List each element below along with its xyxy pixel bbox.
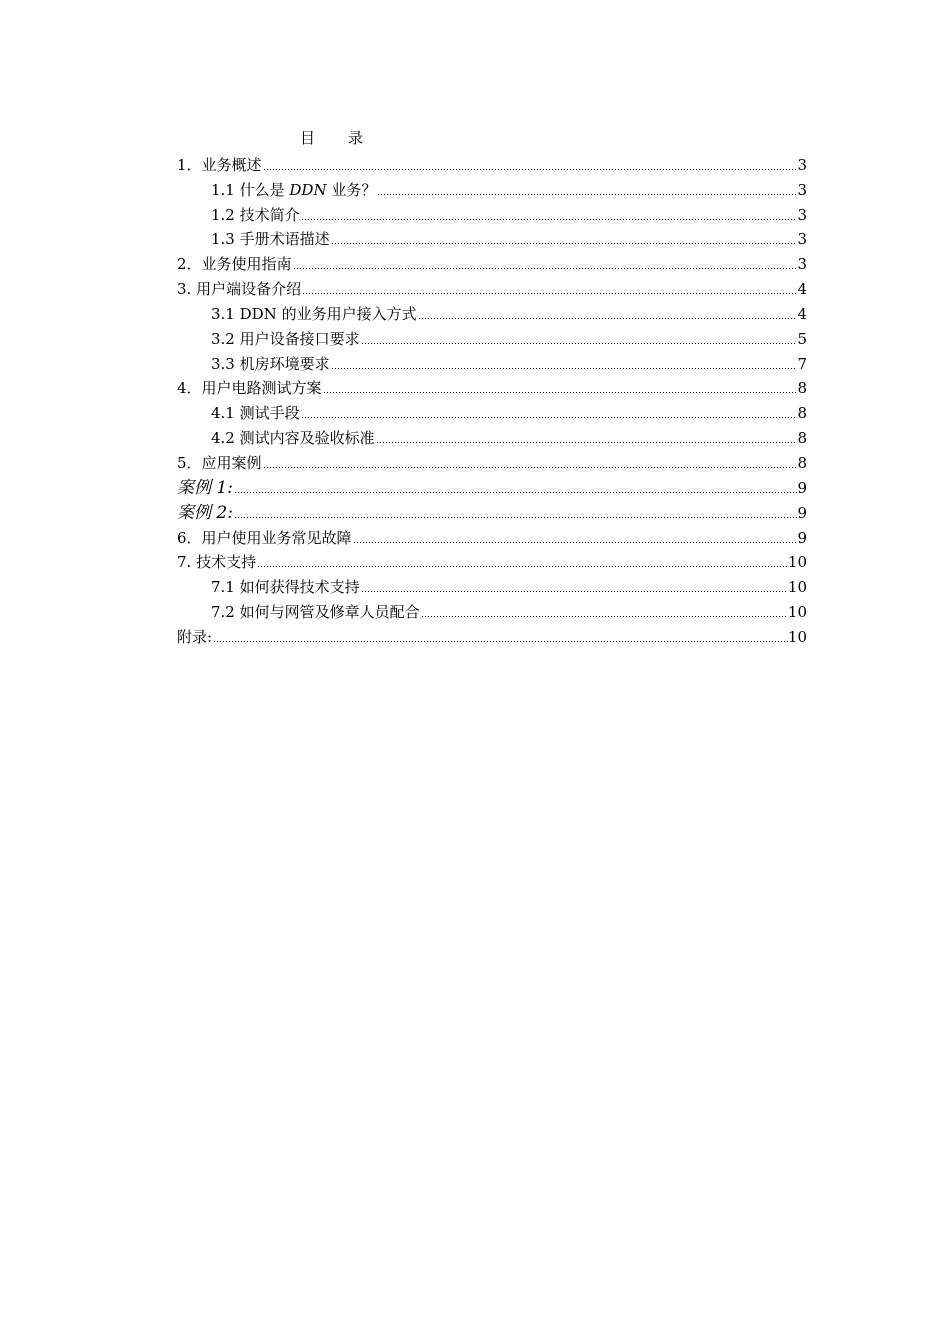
toc-entry-label: 案例 2: xyxy=(177,502,233,523)
toc-entry-case-1[interactable] xyxy=(177,473,807,498)
toc-entry-page: 7 xyxy=(797,354,807,373)
toc-entry-label: 3.3 机房环境要求 xyxy=(211,354,330,373)
dot-leader xyxy=(331,368,798,369)
toc-entry-1-3[interactable] xyxy=(177,225,807,250)
table-of-contents xyxy=(177,150,807,647)
toc-entry-5[interactable] xyxy=(177,448,807,473)
dot-leader xyxy=(323,392,798,393)
toc-entry-page: 3 xyxy=(797,155,807,174)
toc-entry-label: 7.1 如何获得技术支持 xyxy=(211,578,360,597)
dot-leader xyxy=(301,417,798,418)
dot-leader xyxy=(361,591,788,592)
toc-entry-4[interactable] xyxy=(177,374,807,399)
toc-entry-page: 5 xyxy=(797,329,807,348)
toc-entry-page: 3 xyxy=(797,255,807,274)
toc-entry-7[interactable] xyxy=(177,548,807,573)
toc-entry-label: 1.3 手册术语描述 xyxy=(211,230,330,249)
toc-entry-page: 8 xyxy=(797,404,807,423)
dot-leader xyxy=(376,442,798,443)
toc-entry-page: 8 xyxy=(797,453,807,472)
toc-entry-page: 3 xyxy=(797,230,807,249)
toc-entry-label: 3. 用户端设备介绍 xyxy=(177,280,302,299)
toc-entry-1-2[interactable] xyxy=(177,200,807,225)
toc-entry-label: 3.1 DDN 的业务用户接入方式 xyxy=(211,304,417,323)
toc-entry-label: 7. 技术支持 xyxy=(177,553,257,572)
dot-leader xyxy=(293,268,798,269)
toc-entry-3[interactable] xyxy=(177,274,807,299)
dot-leader xyxy=(213,641,788,642)
dot-leader xyxy=(353,542,798,543)
toc-entry-label: 3.2 用户设备接口要求 xyxy=(211,329,360,348)
toc-entry-page: 10 xyxy=(787,553,807,572)
toc-entry-3-1[interactable] xyxy=(177,299,807,324)
dot-leader xyxy=(234,517,798,518)
dot-leader xyxy=(301,219,798,220)
toc-entry-page: 10 xyxy=(787,603,807,622)
toc-entry-page: 8 xyxy=(797,379,807,398)
toc-title xyxy=(300,127,363,148)
dot-leader xyxy=(421,616,788,617)
toc-entry-4-2[interactable] xyxy=(177,423,807,448)
toc-title-part1: 目 xyxy=(300,129,316,147)
toc-entry-page: 10 xyxy=(787,578,807,597)
toc-entry-7-1[interactable] xyxy=(177,572,807,597)
toc-entry-case-2[interactable] xyxy=(177,498,807,523)
dot-leader xyxy=(361,343,798,344)
toc-entry-1-1[interactable] xyxy=(177,175,807,200)
toc-entry-1[interactable] xyxy=(177,150,807,175)
toc-entry-label: 1.1 什么是 DDN 业务？ xyxy=(211,180,377,199)
toc-entry-label: 案例 1: xyxy=(177,477,233,498)
toc-entry-label: 7.2 如何与网管及修章人员配合 xyxy=(211,603,420,622)
toc-entry-appendix[interactable] xyxy=(177,622,807,647)
toc-entry-label: 4.2 测试内容及验收标准 xyxy=(211,429,375,448)
toc-entry-label: 2．业务使用指南 xyxy=(177,255,292,274)
toc-entry-page: 4 xyxy=(797,304,807,323)
dot-leader xyxy=(257,566,788,567)
dot-leader xyxy=(302,293,797,294)
toc-entry-7-2[interactable] xyxy=(177,597,807,622)
toc-entry-6[interactable] xyxy=(177,523,807,548)
toc-entry-page: 3 xyxy=(797,180,807,199)
toc-entry-label: 1．业务概述 xyxy=(177,155,262,174)
toc-entry-page: 9 xyxy=(797,528,807,547)
dot-leader xyxy=(377,194,797,195)
toc-entry-3-3[interactable] xyxy=(177,349,807,374)
dot-leader xyxy=(331,243,798,244)
toc-title-part2: 录 xyxy=(348,129,364,147)
toc-entry-page: 10 xyxy=(787,627,807,646)
toc-entry-label: 4．用户电路测试方案 xyxy=(177,379,322,398)
toc-entry-2[interactable] xyxy=(177,249,807,274)
toc-entry-page: 4 xyxy=(797,280,807,299)
toc-entry-page: 8 xyxy=(797,429,807,448)
toc-entry-label: 6．用户使用业务常见故障 xyxy=(177,528,352,547)
dot-leader xyxy=(418,318,798,319)
toc-entry-page: 9 xyxy=(797,478,807,497)
toc-entry-page: 3 xyxy=(797,205,807,224)
toc-entry-label: 4.1 测试手段 xyxy=(211,404,300,423)
toc-entry-3-2[interactable] xyxy=(177,324,807,349)
toc-entry-4-1[interactable] xyxy=(177,398,807,423)
dot-leader xyxy=(263,169,798,170)
toc-entry-page: 9 xyxy=(797,503,807,522)
toc-entry-label: 5．应用案例 xyxy=(177,453,262,472)
toc-entry-label: 附录: xyxy=(177,627,213,646)
dot-leader xyxy=(263,467,798,468)
dot-leader xyxy=(234,492,798,493)
toc-entry-label: 1.2 技术简介 xyxy=(211,205,300,224)
